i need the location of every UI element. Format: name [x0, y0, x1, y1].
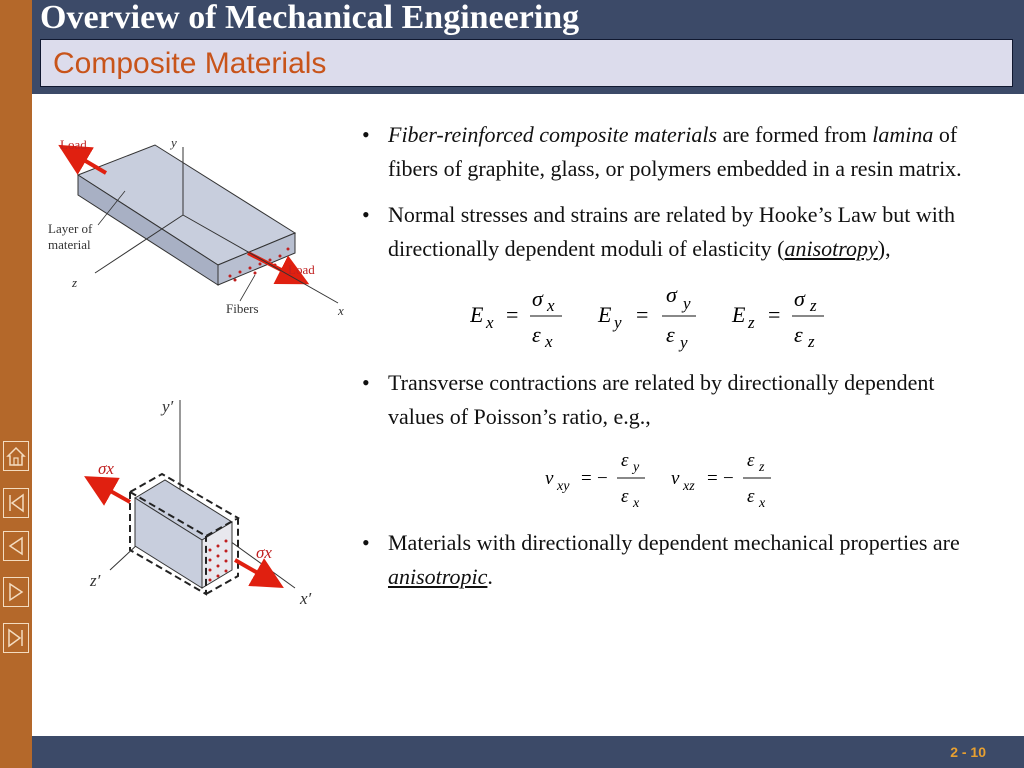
svg-text:z: z	[748, 313, 755, 332]
bullet-normal-stresses: • Normal stresses and strains are related by Hooke’s Law but with directionally dependent moduli of elasticity (anisotropy),	[362, 202, 955, 261]
axis-z-label: z	[72, 275, 78, 290]
nav-home-button[interactable]	[3, 441, 29, 471]
fibers-label: Fibers	[226, 301, 259, 316]
svg-text:x: x	[547, 296, 555, 315]
svg-text:ε: ε	[747, 450, 755, 471]
svg-text:=: =	[707, 468, 718, 489]
first-slide-icon	[5, 491, 27, 515]
previous-slide-icon	[5, 534, 27, 558]
svg-text:=: =	[506, 302, 519, 327]
svg-text:ε: ε	[794, 322, 803, 347]
svg-text:xy: xy	[557, 479, 570, 494]
layer-label-line1: Layer of	[48, 221, 93, 236]
axis-x-label: x	[338, 303, 344, 318]
svg-text:y: y	[683, 294, 691, 313]
nav-first-button[interactable]	[3, 488, 29, 518]
svg-text:σ: σ	[794, 286, 805, 311]
equation-ez	[731, 286, 824, 351]
load-right-label: Load	[288, 262, 315, 277]
svg-text:E: E	[598, 302, 612, 327]
stress-right-label: σx	[256, 543, 272, 562]
svg-text:=: =	[636, 302, 649, 327]
next-slide-icon	[5, 580, 27, 604]
page-number: 2 - 10	[950, 744, 986, 760]
bullet-transverse-contractions: • Transverse contractions are related by directionally dependent values of Poisson’s ratio, e.g.,	[362, 370, 935, 429]
equation-nu-xy	[545, 450, 645, 511]
term-lamina: lamina	[872, 122, 934, 147]
svg-text:=: =	[581, 468, 592, 489]
equation-nu-xz	[671, 450, 771, 511]
svg-text:y: y	[680, 333, 688, 352]
axis-y-prime-label: y′	[162, 397, 174, 416]
svg-text:x: x	[759, 496, 766, 511]
moduli-equations	[360, 278, 980, 352]
cube-figure	[70, 390, 340, 620]
svg-text:z: z	[759, 460, 765, 475]
svg-text:E: E	[732, 302, 746, 327]
last-slide-icon	[5, 626, 27, 650]
svg-text:ε: ε	[532, 322, 541, 347]
svg-text:ε: ε	[621, 450, 629, 471]
term-fiber-reinforced: Fiber-reinforced composite materials	[388, 122, 718, 147]
svg-text:y: y	[633, 460, 640, 475]
nav-next-button[interactable]	[3, 577, 29, 607]
lamina-figure	[40, 125, 360, 325]
svg-text:−: −	[597, 468, 608, 489]
footer-bar	[32, 736, 1024, 768]
bullet-fiber-reinforced: • Fiber-reinforced composite materials are formed from lamina of fibers of graphite, glass, or polymers embedded in a resin matrix.	[362, 122, 962, 181]
poisson-equations	[360, 446, 980, 512]
course-title: Overview of Mechanical Engineering	[40, 0, 580, 36]
term-anisotropic: anisotropic	[388, 564, 488, 589]
nav-last-button[interactable]	[3, 623, 29, 653]
svg-text:−: −	[723, 468, 734, 489]
stress-left-label: σx	[98, 459, 114, 478]
svg-text:E: E	[470, 302, 484, 327]
svg-text:x: x	[486, 313, 494, 332]
axis-z-prime-label: z′	[90, 571, 101, 590]
axis-y-label: y	[171, 135, 177, 150]
slide-title: Composite Materials	[53, 47, 327, 80]
svg-text:ν: ν	[671, 468, 680, 489]
svg-text:ε: ε	[747, 486, 755, 507]
svg-text:ε: ε	[666, 322, 675, 347]
svg-text:σ: σ	[666, 282, 677, 307]
slide-content	[360, 118, 980, 606]
svg-text:ε: ε	[621, 486, 629, 507]
svg-text:x: x	[633, 496, 640, 511]
term-anisotropy: anisotropy	[784, 236, 878, 261]
home-icon	[5, 444, 27, 468]
svg-text:xz: xz	[683, 479, 695, 494]
axis-x-prime-label: x′	[300, 589, 312, 608]
svg-text:z: z	[808, 332, 815, 351]
nav-previous-button[interactable]	[3, 531, 29, 561]
bullet-anisotropic-materials: • Materials with directionally dependent mechanical properties are anisotropic.	[362, 530, 960, 589]
equation-ex	[470, 286, 562, 351]
svg-text:=: =	[768, 302, 781, 327]
svg-text:y: y	[614, 313, 622, 332]
svg-text:z: z	[810, 296, 817, 315]
svg-text:ν: ν	[545, 468, 554, 489]
svg-text:σ: σ	[532, 286, 543, 311]
layer-label-line2: material	[48, 237, 91, 252]
svg-text:x: x	[545, 332, 553, 351]
equation-ey	[597, 282, 696, 352]
load-left-label: Load	[60, 137, 87, 152]
section-title-box	[40, 39, 1013, 87]
